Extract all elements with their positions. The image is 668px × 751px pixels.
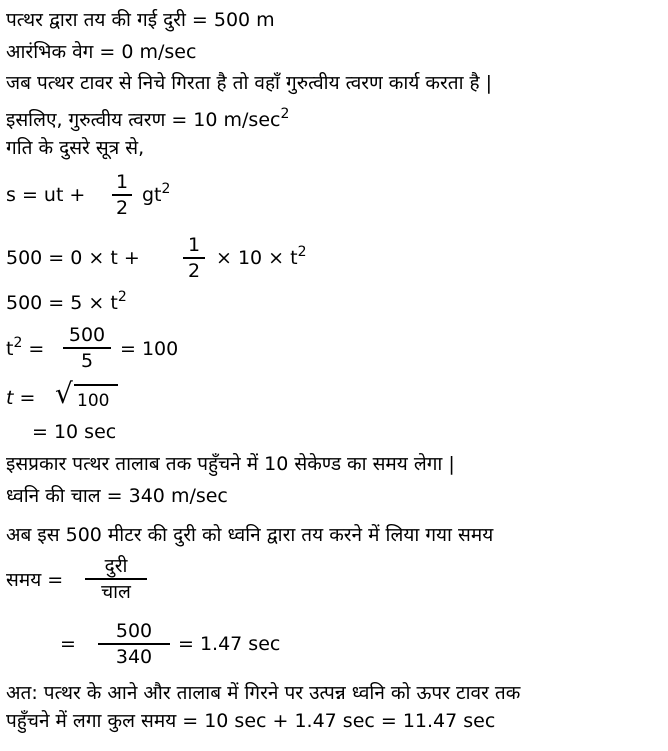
eq4-lhs [6, 337, 44, 363]
eq2-lhs: 500 = 0 × t + [6, 247, 140, 269]
eq8-equals: = [60, 633, 76, 655]
eq4-fraction [63, 323, 111, 373]
eq4-denominator: 5 [80, 350, 94, 372]
eq1-exponent: 2 [161, 181, 171, 197]
eq7-lhs: समय = [6, 569, 64, 591]
final-statement-line-2: पहुँचने में लगा कुल समय = 10 sec + 1.47 sec = 11.47 sec [6, 710, 496, 732]
eq2-fraction [183, 233, 205, 283]
eq7-denominator: चाल [101, 581, 131, 603]
eq5-lhs: t = [6, 387, 36, 409]
eq8-rhs: = 1.47 sec [178, 633, 281, 655]
equation-result: = 10 sec [32, 421, 117, 443]
gravity-value-text: इसलिए, गुरुत्वीय त्वरण = 10 m/sec [6, 109, 281, 131]
eq8-numerator: 500 [115, 620, 153, 642]
eq5-radicand: 100 [77, 391, 110, 411]
second-equation-intro-line: गति के दुसरे सूत्र से, [6, 137, 145, 159]
eq2-rhs [216, 246, 307, 272]
eq2-numerator: 1 [187, 234, 201, 256]
eq1-fraction [112, 170, 132, 220]
sound-speed-line: ध्वनि की चाल = 340 m/sec [6, 485, 228, 507]
distance-line: पत्थर द्वारा तय की गई दुरी = 500 m [6, 9, 275, 31]
eq2-denominator: 2 [187, 260, 201, 282]
radical-bar [74, 384, 118, 386]
eq1-denominator: 2 [115, 197, 129, 219]
gravity-statement-line: जब पत्थर टावर से निचे गिरता है तो वहाँ गुरुत्वीय त्वरण कार्य करता है | [6, 72, 493, 94]
eq8-denominator: 340 [115, 646, 153, 668]
equation-simplified [6, 291, 127, 317]
eq3-exponent: 2 [117, 289, 127, 305]
eq2-exponent: 2 [297, 244, 307, 260]
initial-velocity-line: आरंभिक वेग = 0 m/sec [6, 41, 197, 63]
eq4-numerator: 500 [68, 324, 106, 346]
eq1-rhs [142, 183, 170, 209]
gravity-exponent: 2 [280, 106, 290, 122]
eq4-exponent: 2 [13, 335, 23, 351]
sound-time-intro-line: अब इस 500 मीटर की दुरी को ध्वनि द्वारा तय करने में लिया गया समय [6, 524, 494, 546]
eq1-lhs: s = ut + [6, 184, 86, 206]
eq7-fraction [85, 554, 147, 604]
eq2-rhs-text: × 10 × t [216, 247, 298, 269]
eq1-numerator: 1 [115, 171, 129, 193]
eq3-text: 500 = 5 × t [6, 292, 118, 314]
gravity-value-line [6, 108, 289, 134]
eq8-fraction [98, 619, 170, 669]
final-statement-line-1: अत: पत्थर के आने और तालाब में गिरने पर उत्पन्न ध्वनि को ऊपर टावर तक [6, 682, 521, 704]
eq7-numerator: दुरी [104, 555, 128, 577]
radical-sign-icon: √ [55, 377, 73, 410]
eq1-rhs-text: gt [142, 184, 162, 206]
eq4-equals: = [28, 338, 45, 360]
eq4-t: t [6, 338, 14, 360]
eq4-rhs: = 100 [120, 338, 179, 360]
conclusion-time-line: इसप्रकार पत्थर तालाब तक पहुँचने में 10 सेकेण्ड का समय लेगा | [6, 453, 455, 475]
